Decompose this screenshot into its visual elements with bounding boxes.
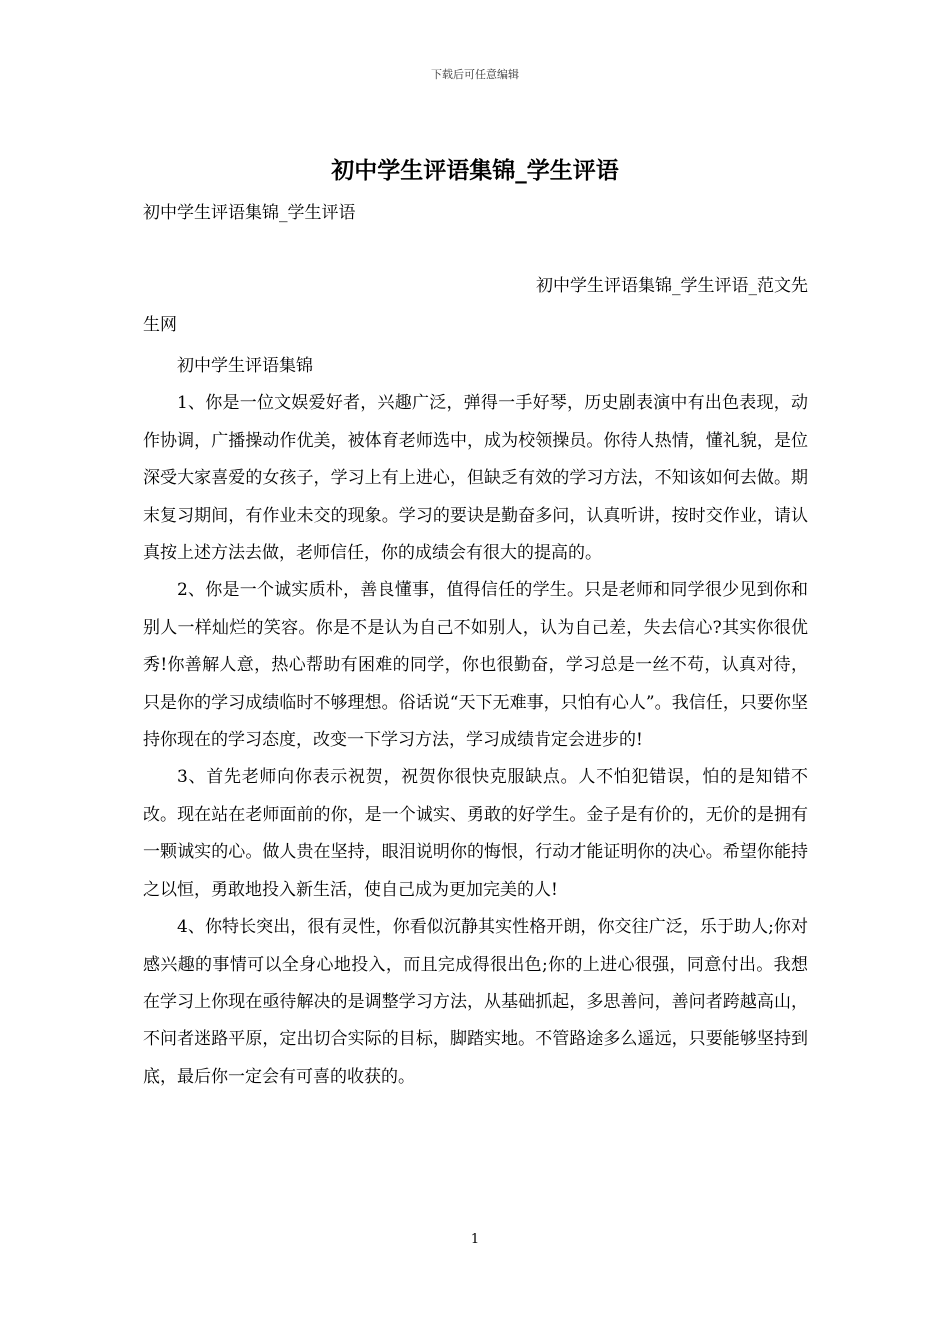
comment-paragraph-1: 1、你是一位文娱爱好者，兴趣广泛，弹得一手好琴，历史剧表演中有出色表现，动作协调，广播操动作优美，被体育老师选中，成为校领操员。你待人热情，懂礼貌，是位深受大家喜爱的女孩子，学习上有上进心，但缺乏有效的学习方法，不知该如何去做。期末复习期间，有作业未交的现象。学习的要诀是勤奋多问，认真听讲，按时交作业，请认真按上述方法去做，老师信任，你的成绩会有很大的提高的。 [143,393,808,564]
document-subtitle: 初中学生评语集锦_学生评语 [143,203,356,223]
comment-paragraph-2: 2、你是一个诚实质朴，善良懂事，值得信任的学生。只是老师和同学很少见到你和别人一样灿烂的笑容。你是不是认为自己不如别人，认为自己差，失去信心?其实你很优秀!你善解人意，热心帮助有困难的同学，你也很勤奋，学习总是一丝不苟，认真对待，只是你的学习成绩临时不够理想。俗话说“天下无难事，只怕有心人”。我信任，只要你坚持你现在的学习态度，改变一下学习方法，学习成绩肯定会进步的! [143,580,808,751]
source-line: 初中学生评语集锦_学生评语_范文先 [536,276,808,296]
comment-paragraph-4: 4、你特长突出，很有灵性，你看似沉静其实性格开朗，你交往广泛，乐于助人;你对感兴趣的事情可以全身心地投入，而且完成得很出色;你的上进心很强，同意付出。我想在学习上你现在亟待解决的是调整学习方法，从基础抓起，多思善问，善问者跨越高山，不问者迷路平原，定出切合实际的目标，脚踏实地。不管路途多么遥远，只要能够坚持到底，最后你一定会有可喜的收获的。 [143,917,808,1087]
document-content [143,348,808,1096]
header-note: 下载后可任意编辑 [431,68,519,81]
page-number: 1 [470,1232,480,1247]
section-heading: 初中学生评语集锦 [177,356,313,376]
document-title: 初中学生评语集锦_学生评语 [331,157,619,184]
source-line-continued: 生网 [143,315,177,335]
comment-paragraph-3: 3、首先老师向你表示祝贺，祝贺你很快克服缺点。人不怕犯错误，怕的是知错不改。现在站在老师面前的你，是一个诚实、勇敢的好学生。金子是有价的，无价的是拥有一颗诚实的心。做人贵在坚持，眼泪说明你的悔恨，行动才能证明你的决心。希望你能持之以恒，勇敢地投入新生活，使自己成为更加完美的人! [143,767,808,900]
